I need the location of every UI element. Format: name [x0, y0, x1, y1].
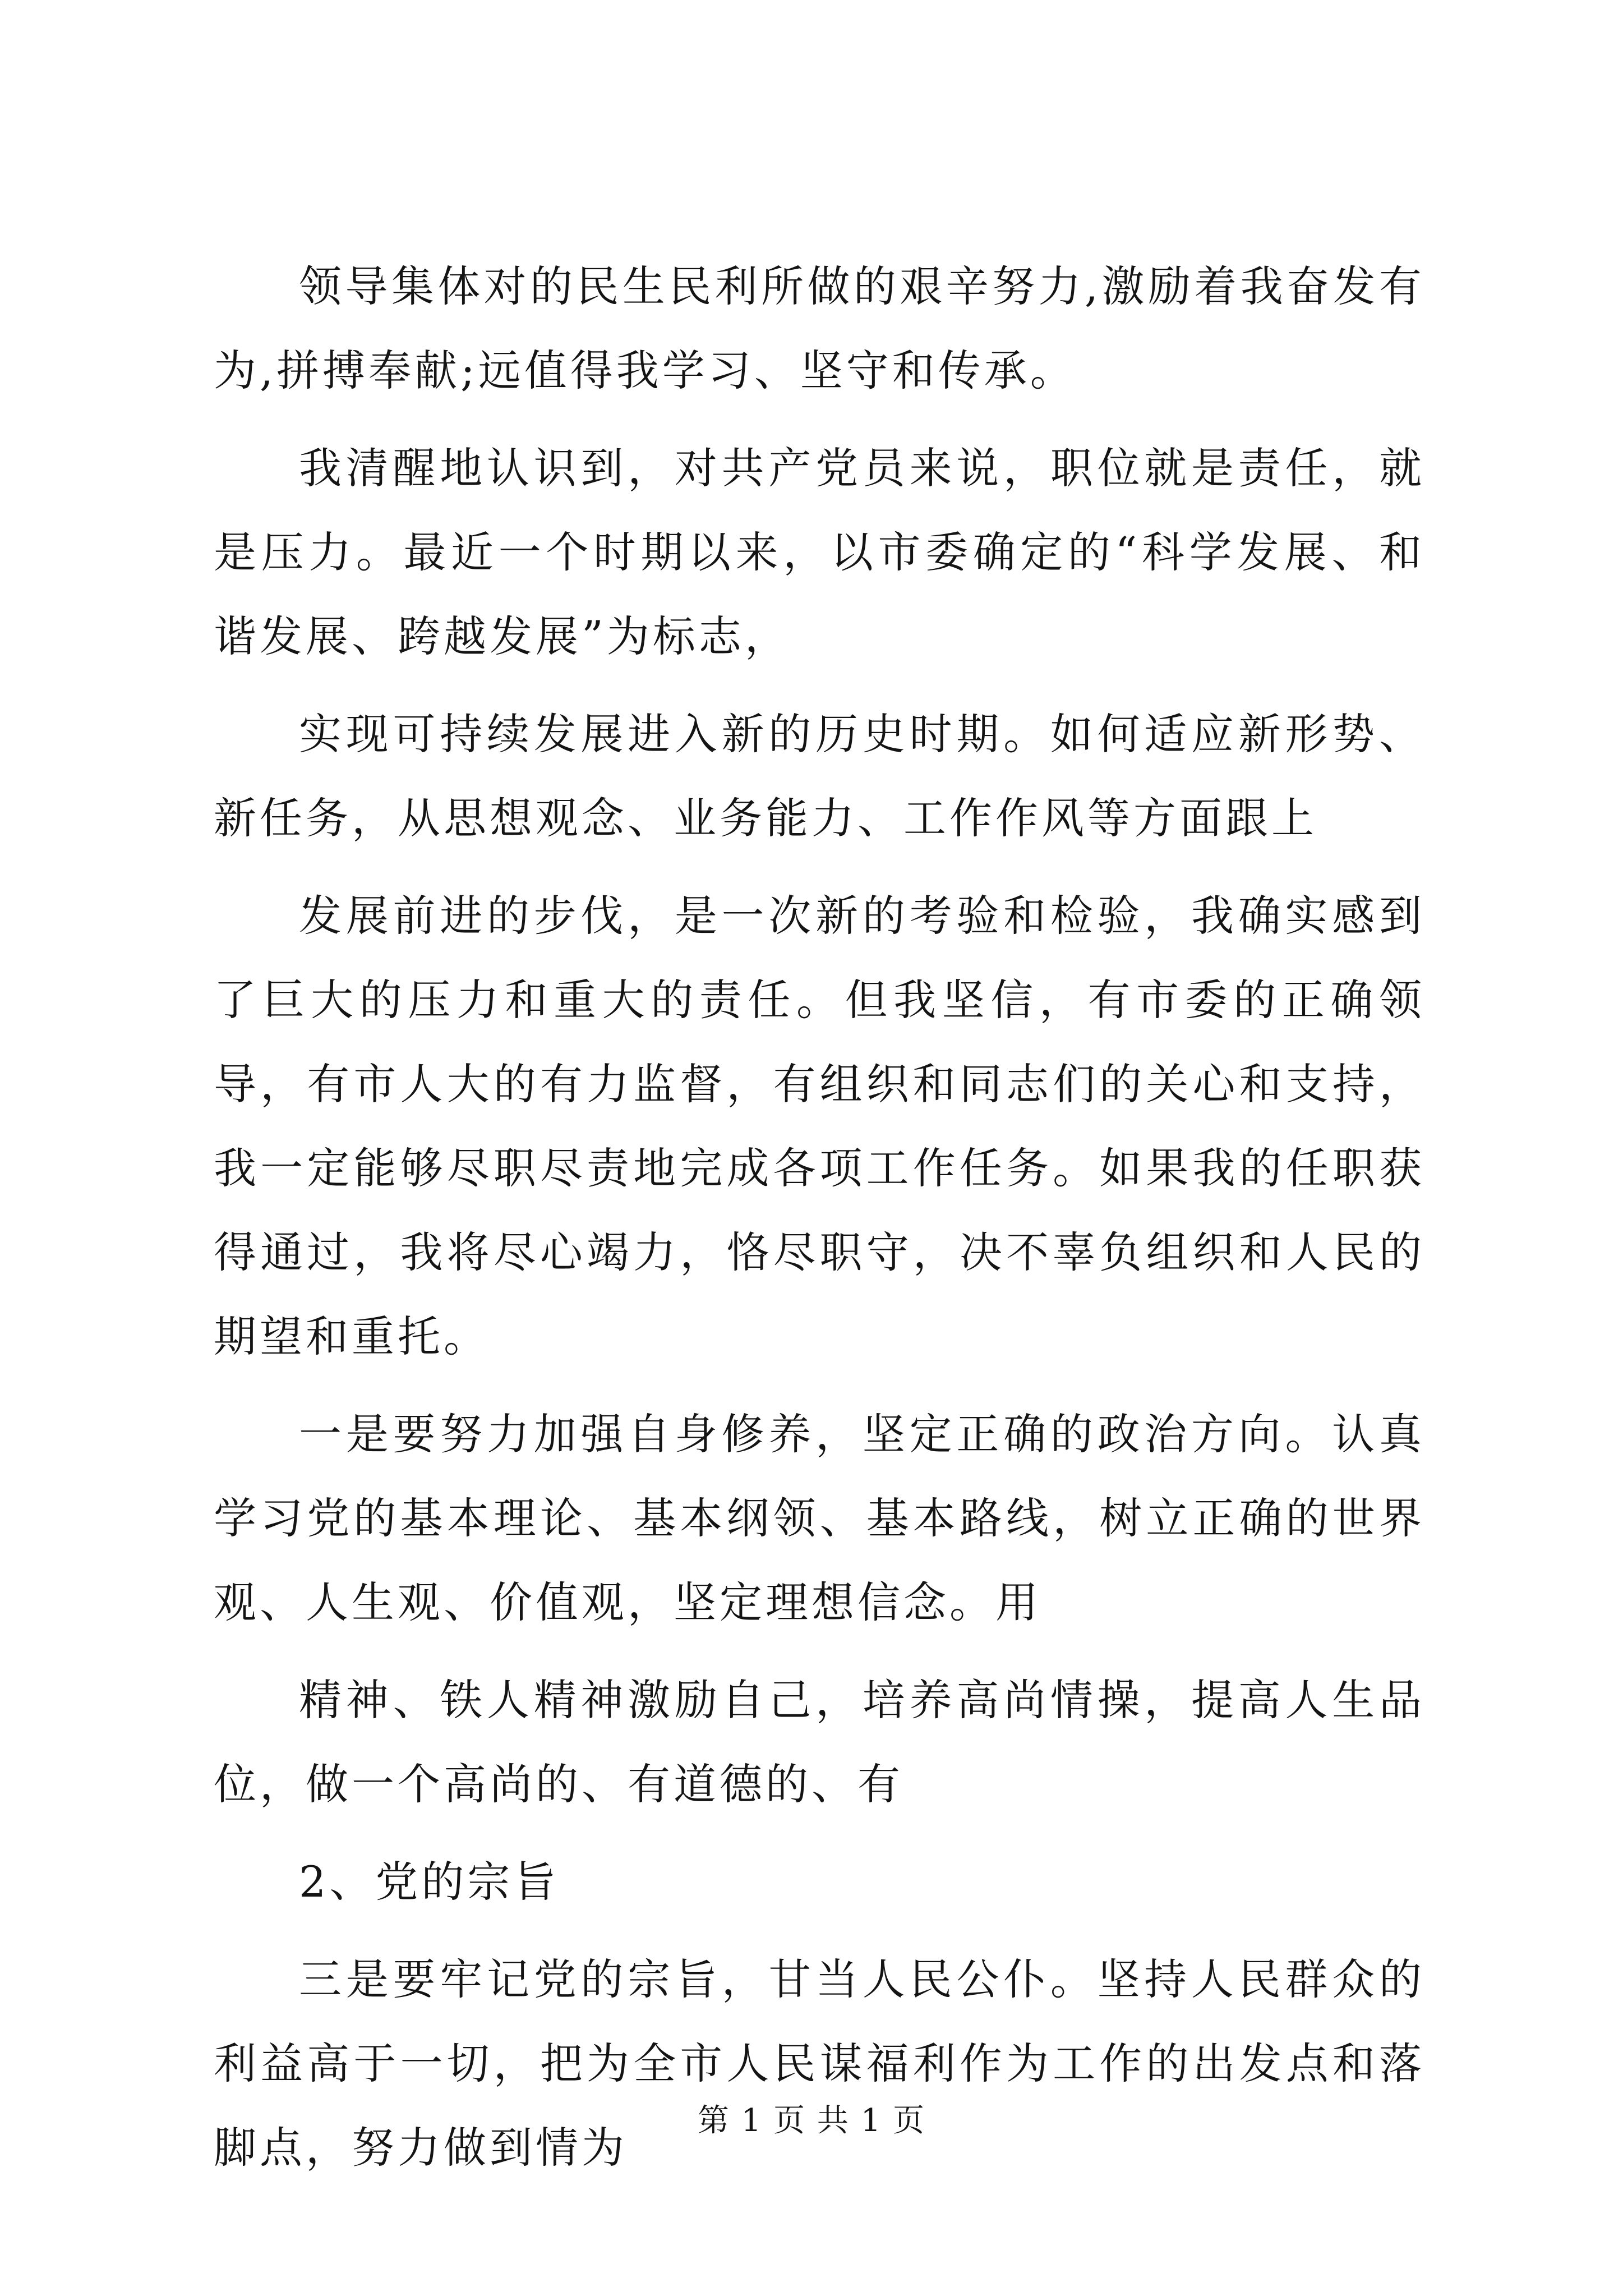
page-number-label: 第 1 页 共 1 页 — [697, 2102, 926, 2139]
paragraph: 三是要牢记党的宗旨，甘当人民公仆。坚持人民群众的利益高于一切，把为全市人民谋福利作为工作的出发点和落脚点，努力做到情为 — [214, 1954, 1425, 2173]
document-body — [214, 245, 1425, 2203]
paragraph-heading: 2、党的宗旨 — [299, 1857, 560, 1907]
paragraph: 领导集体对的民生民利所做的艰辛努力,激励着我奋发有为,拼搏奉献;远值得我学习、坚守和传承。 — [214, 261, 1425, 395]
paragraph: 一是要努力加强自身修养，坚定正确的政治方向。认真学习党的基本理论、基本纲领、基本路线，树立正确的世界观、人生观、价值观，坚定理想信念。用 — [214, 1409, 1425, 1627]
paragraph: 发展前进的步伐，是一次新的考验和检验，我确实感到了巨大的压力和重大的责任。但我坚信，有市委的正确领导，有市人大的有力监督，有组织和同志们的关心和支持，我一定能够尽职尽责地完成各项工作任务。如果我的任职获得通过，我将尽心竭力，恪尽职守，决不辜负组织和人民的期望和重托。 — [214, 891, 1425, 1361]
paragraph: 精神、铁人精神激励自己，培养高尚情操，提高人生品位，做一个高尚的、有道德的、有 — [214, 1675, 1425, 1809]
paragraph: 我清醒地认识到，对共产党员来说，职位就是责任，就是压力。最近一个时期以来，以市委确定的“科学发展、和谐发展、跨越发展”为标志， — [214, 443, 1425, 661]
paragraph: 实现可持续发展进入新的历史时期。如何适应新形势、新任务，从思想观念、业务能力、工作作风等方面跟上 — [214, 709, 1425, 843]
page-footer — [0, 2101, 1623, 2141]
